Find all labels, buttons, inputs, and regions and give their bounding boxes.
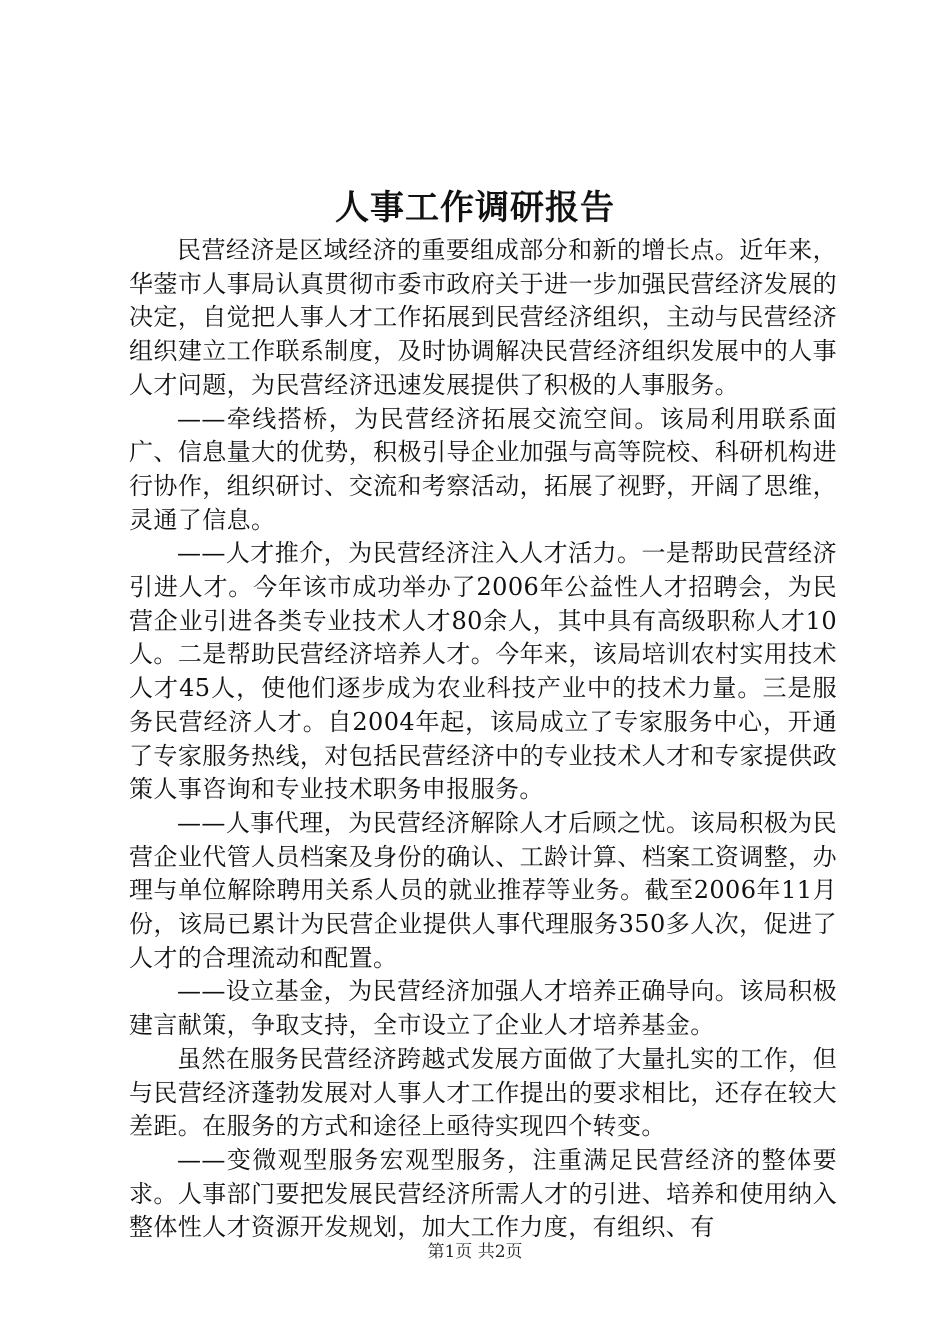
paragraph-exchange: ——牵线搭桥，为民营经济拓展交流空间。该局利用联系面广、信息量大的优势，积极引导企业加强与高等院校、科研机构进行协作，组织研讨、交流和考察活动，拓展了视野，开阔了思维，灵通了信息。 xyxy=(129,404,837,534)
paragraph-personnel-agency: ——人事代理，为民营经济解除人才后顾之忧。该局积极为民营企业代管人员档案及身份的确认、工龄计算、档案工资调整，办理与单位解除聘用关系人员的就业推荐等业务。截至2006年11月份，该局已累计为民营企业提供人事代理服务350多人次，促进了人才的合理流动和配置。 xyxy=(129,808,837,972)
document-body xyxy=(129,234,837,1245)
document-title: 人事工作调研报告 xyxy=(335,188,615,228)
paragraph-talent-recommendation: ——人才推介，为民营经济注入人才活力。一是帮助民营经济引进人才。今年该市成功举办了2006年公益性人才招聘会，为民营企业引进各类专业技术人才80余人，其中具有高级职称人才10人。二是帮助民营经济培养人才。今年来，该局培训农村实用技术人才45人，使他们逐步成为农业科技产业中的技术力量。三是服务民营经济人才。自2004年起，该局成立了专家服务中心，开通了专家服务热线，对包括民营经济中的专业技术人才和专家提供政策人事咨询和专业技术职务申报服务。 xyxy=(129,539,837,804)
paragraph-macro-service: ——变微观型服务宏观型服务，注重满足民营经济的整体要求。人事部门要把发展民营经济所需人才的引进、培养和使用纳入整体性人才资源开发规划，加大工作力度，有组织、有 xyxy=(129,1145,837,1242)
page-number: 第1页 共2页 xyxy=(427,1242,523,1262)
paragraph-fund: ——设立基金，为民营经济加强人才培养正确导向。该局积极建言献策，争取支持，全市设立了企业人才培养基金。 xyxy=(129,977,837,1040)
paragraph-gap: 虽然在服务民营经济跨越式发展方面做了大量扎实的工作，但与民营经济蓬勃发展对人事人才工作提出的要求相比，还存在较大差距。在服务的方式和途径上亟待实现四个转变。 xyxy=(129,1044,837,1141)
paragraph-intro: 民营经济是区域经济的重要组成部分和新的增长点。近年来，华蓥市人事局认真贯彻市委市政府关于进一步加强民营经济发展的决定，自觉把人事人才工作拓展到民营经济组织，主动与民营经济组织建立工作联系制度，及时协调解决民营经济组织发展中的人事人才问题，为民营经济迅速发展提供了积极的人事服务。 xyxy=(129,236,837,399)
